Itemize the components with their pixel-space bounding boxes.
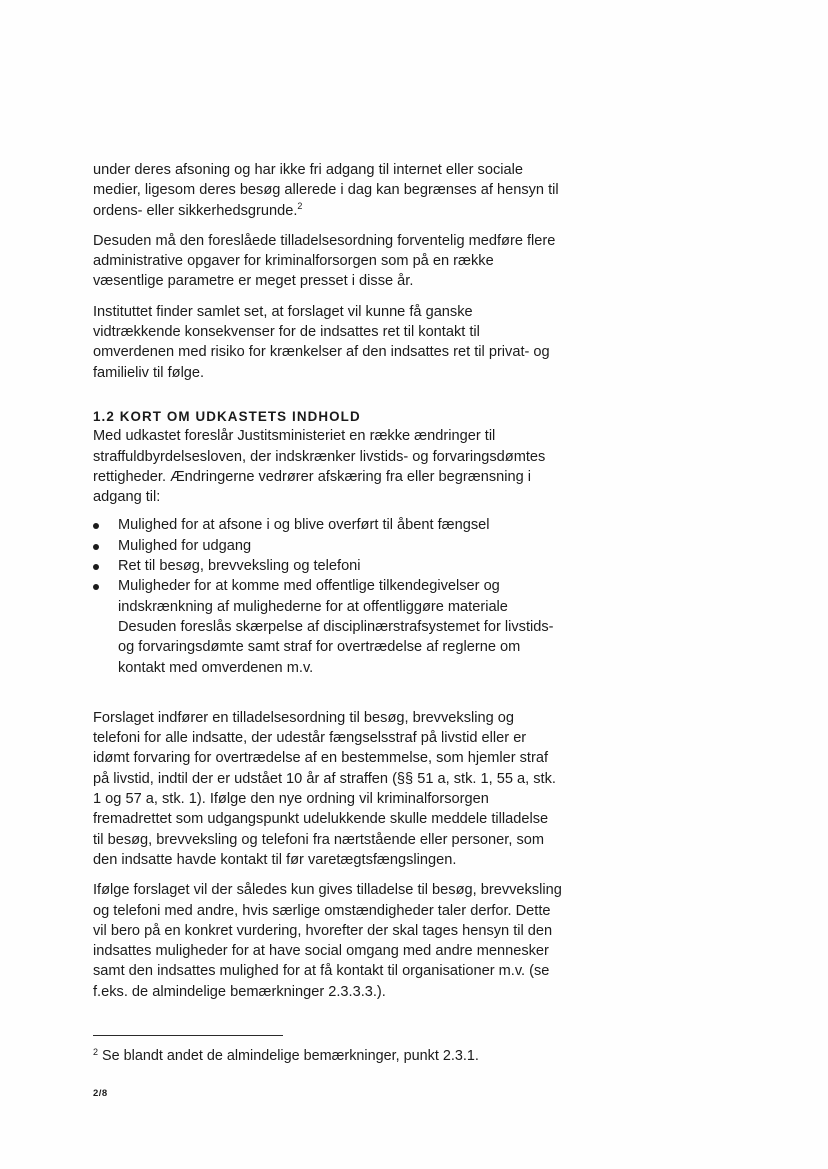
text-fragment: ordens- eller sikkerhedsgrunde. <box>93 202 298 219</box>
list-item <box>93 556 573 576</box>
text-line: vil bero på en konkret vurdering, hvorefter der skal tages hensyn til den <box>93 922 553 939</box>
text-line: fremadrettet som udgangspunkt udelukkende skulle meddele tilladelse <box>93 811 549 828</box>
bullet-icon <box>93 584 99 590</box>
text-line: adgang til: <box>93 489 161 506</box>
paragraph-access-restrictions <box>93 160 573 221</box>
text-line: telefoni for alle indsatte, der udestår fængselsstraf på livstid eller er <box>93 730 527 747</box>
paragraph-special-circumstances <box>93 880 573 1002</box>
text-line: vidtrækkende konsekvenser for de indsattes ret til kontakt til <box>93 324 480 341</box>
text-line: og telefoni med andre, hvis særlige omstændigheder taler derfor. Dette <box>93 902 551 919</box>
text-line: Desuden må den foreslåede tilladelsesordning forventelig medføre flere <box>93 232 556 249</box>
document-body <box>93 160 573 1002</box>
list-item <box>93 536 573 556</box>
list-item <box>93 576 573 677</box>
paragraph-draft-summary <box>93 426 573 507</box>
footnote-number: 2 <box>93 1047 99 1057</box>
text-line: omverdenen med risiko for krænkelser af den indsattes ret til privat- og <box>93 344 550 361</box>
text-line: Instituttet finder samlet set, at forslaget vil kunne få ganske <box>93 303 473 320</box>
text-line: Ifølge forslaget vil der således kun gives tilladelse til besøg, brevveksling <box>93 882 562 899</box>
section-heading: 1.2 KORT OM UDKASTETS INDHOLD <box>93 408 361 424</box>
text-line: på livstid, indtil der er udstået 10 år af straffen (§§ 51 a, stk. 1, 55 a, stk. <box>93 770 556 787</box>
text-line: og forvaringsdømte samt straf for overtrædelse af reglerne om <box>118 639 521 656</box>
footnote-reference: 2 <box>297 200 303 211</box>
text-line: Forslaget indfører en tilladelsesordning til besøg, brevveksling og <box>93 709 514 726</box>
text-line: Med udkastet foreslår Justitsministeriet en række ændringer til <box>93 428 496 445</box>
text-line: indskrænkning af mulighederne for at offentliggøre materiale <box>118 598 508 615</box>
text-line: Muligheder for at komme med offentlige tilkendegivelser og <box>118 578 500 595</box>
text-line: kontakt med omverdenen m.v. <box>118 659 314 676</box>
text-line: væsentlige parametre er meget presset i disse år. <box>93 273 414 290</box>
text-line: 1 og 57 a, stk. 1). Ifølge den nye ordning vil kriminalforsorgen <box>93 791 489 808</box>
text-line: administrative opgaver for kriminalforsorgen som på en række <box>93 253 494 270</box>
footnote-divider <box>93 1035 283 1036</box>
text-line: rettigheder. Ændringerne vedrører afskæring fra eller begrænsning i <box>93 468 532 485</box>
list-item <box>93 515 573 535</box>
text-line: til besøg, brevveksling og telefoni fra nærtstående eller personer, som <box>93 831 545 848</box>
text-line <box>93 201 573 221</box>
text-line: indsattes muligheder for at have social omgang med andre mennesker <box>93 943 549 960</box>
text-line: familieliv til følge. <box>93 364 205 381</box>
bullet-icon <box>93 564 99 570</box>
text-line: f.eks. de almindelige bemærkninger 2.3.3.3.). <box>93 983 386 1000</box>
bullet-icon <box>93 544 99 550</box>
text-line: samt den indsattes mulighed for at få kontakt til organisationer m.v. (se <box>93 963 550 980</box>
text-line: Desuden foreslås skærpelse af disciplinærstrafsystemet for livstids- <box>118 618 554 635</box>
text-line: straffuldbyrdelsesloven, der indskrænker livstids- og forvaringsdømtes <box>93 448 546 465</box>
bullet-icon <box>93 523 99 529</box>
paragraph-institute-conclusion <box>93 302 573 383</box>
text-line: den indsatte havde kontakt til før varetægtsfængslingen. <box>93 851 457 868</box>
footnote-text: Se blandt andet de almindelige bemærkninger, punkt 2.3.1. <box>98 1048 479 1064</box>
text-line: Mulighed for udgang <box>118 537 252 554</box>
text-line: Mulighed for at afsone i og blive overført til åbent fængsel <box>118 517 490 534</box>
text-line: idømt forvaring for overtrædelse af en bestemmelse, som hjemler straf <box>93 750 549 767</box>
text-line: under deres afsoning og har ikke fri adgang til internet eller sociale <box>93 162 523 178</box>
paragraph-permission-scheme <box>93 708 573 870</box>
text-line: Ret til besøg, brevveksling og telefoni <box>118 558 361 575</box>
page-number: 2/8 <box>93 1088 108 1099</box>
paragraph-administrative-tasks <box>93 231 573 292</box>
footnote <box>93 1046 479 1066</box>
text-line: medier, ligesom deres besøg allerede i dag kan begrænses af hensyn til <box>93 182 559 199</box>
bullet-list <box>93 515 573 677</box>
